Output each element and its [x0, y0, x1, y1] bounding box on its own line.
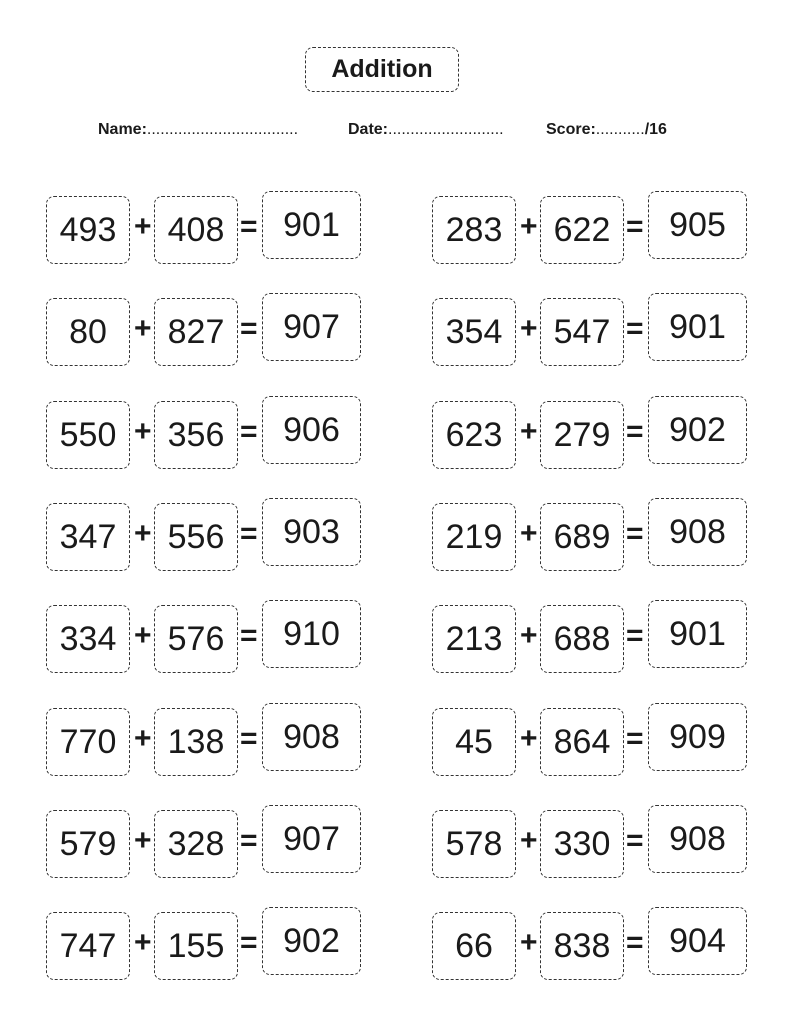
sum[interactable]: 908	[648, 805, 747, 873]
addend-2: 864	[540, 708, 624, 776]
addend-1: 623	[432, 401, 516, 469]
plus-sign: +	[520, 415, 538, 448]
equals-sign: =	[240, 824, 258, 857]
addend-1: 579	[46, 810, 130, 878]
plus-sign: +	[134, 312, 152, 345]
sum[interactable]: 901	[262, 191, 361, 259]
addend-1: 347	[46, 503, 130, 571]
equals-sign: =	[626, 415, 644, 448]
sum[interactable]: 907	[262, 805, 361, 873]
equals-sign: =	[626, 312, 644, 345]
plus-sign: +	[520, 926, 538, 959]
addend-2: 576	[154, 605, 238, 673]
addend-2: 408	[154, 196, 238, 264]
equals-sign: =	[240, 722, 258, 755]
addend-1: 66	[432, 912, 516, 980]
addend-2: 556	[154, 503, 238, 571]
equals-sign: =	[626, 722, 644, 755]
addend-2: 279	[540, 401, 624, 469]
sum[interactable]: 901	[648, 293, 747, 361]
equals-sign: =	[240, 926, 258, 959]
addend-1: 493	[46, 196, 130, 264]
sum[interactable]: 908	[262, 703, 361, 771]
score-blank[interactable]: ...........	[595, 121, 645, 138]
name-field[interactable]	[98, 121, 298, 139]
sum[interactable]: 904	[648, 907, 747, 975]
plus-sign: +	[134, 722, 152, 755]
equals-sign: =	[626, 619, 644, 652]
addend-1: 219	[432, 503, 516, 571]
plus-sign: +	[134, 619, 152, 652]
plus-sign: +	[134, 926, 152, 959]
addend-2: 827	[154, 298, 238, 366]
addend-2: 138	[154, 708, 238, 776]
sum[interactable]: 902	[648, 396, 747, 464]
addend-2: 688	[540, 605, 624, 673]
sum[interactable]: 902	[262, 907, 361, 975]
equals-sign: =	[240, 312, 258, 345]
plus-sign: +	[520, 824, 538, 857]
addend-2: 547	[540, 298, 624, 366]
plus-sign: +	[134, 415, 152, 448]
date-field[interactable]	[348, 121, 504, 139]
addend-2: 330	[540, 810, 624, 878]
sum[interactable]: 910	[262, 600, 361, 668]
plus-sign: +	[134, 210, 152, 243]
score-field[interactable]	[546, 121, 667, 139]
score-total: /16	[644, 121, 667, 138]
addend-1: 334	[46, 605, 130, 673]
sum[interactable]: 906	[262, 396, 361, 464]
equals-sign: =	[240, 619, 258, 652]
equals-sign: =	[626, 517, 644, 550]
plus-sign: +	[520, 722, 538, 755]
plus-sign: +	[520, 517, 538, 550]
addend-1: 283	[432, 196, 516, 264]
sum[interactable]: 907	[262, 293, 361, 361]
name-blank[interactable]: ..................................	[146, 121, 299, 138]
worksheet-title: Addition	[305, 47, 459, 92]
plus-sign: +	[134, 517, 152, 550]
addend-2: 622	[540, 196, 624, 264]
equals-sign: =	[240, 415, 258, 448]
addend-1: 578	[432, 810, 516, 878]
sum[interactable]: 908	[648, 498, 747, 566]
plus-sign: +	[520, 619, 538, 652]
addend-1: 770	[46, 708, 130, 776]
sum[interactable]: 901	[648, 600, 747, 668]
addend-2: 356	[154, 401, 238, 469]
equals-sign: =	[626, 824, 644, 857]
plus-sign: +	[134, 824, 152, 857]
plus-sign: +	[520, 210, 538, 243]
addend-1: 45	[432, 708, 516, 776]
addend-1: 747	[46, 912, 130, 980]
name-label: Name:	[98, 121, 147, 138]
addend-2: 155	[154, 912, 238, 980]
plus-sign: +	[520, 312, 538, 345]
score-label: Score:	[546, 121, 596, 138]
equals-sign: =	[626, 926, 644, 959]
addend-1: 354	[432, 298, 516, 366]
addend-2: 838	[540, 912, 624, 980]
addend-1: 550	[46, 401, 130, 469]
addend-1: 213	[432, 605, 516, 673]
equals-sign: =	[626, 210, 644, 243]
date-blank[interactable]: ..........................	[388, 121, 504, 138]
sum[interactable]: 903	[262, 498, 361, 566]
addend-1: 80	[46, 298, 130, 366]
addend-2: 328	[154, 810, 238, 878]
date-label: Date:	[348, 121, 389, 138]
addend-2: 689	[540, 503, 624, 571]
sum[interactable]: 909	[648, 703, 747, 771]
sum[interactable]: 905	[648, 191, 747, 259]
equals-sign: =	[240, 517, 258, 550]
equals-sign: =	[240, 210, 258, 243]
